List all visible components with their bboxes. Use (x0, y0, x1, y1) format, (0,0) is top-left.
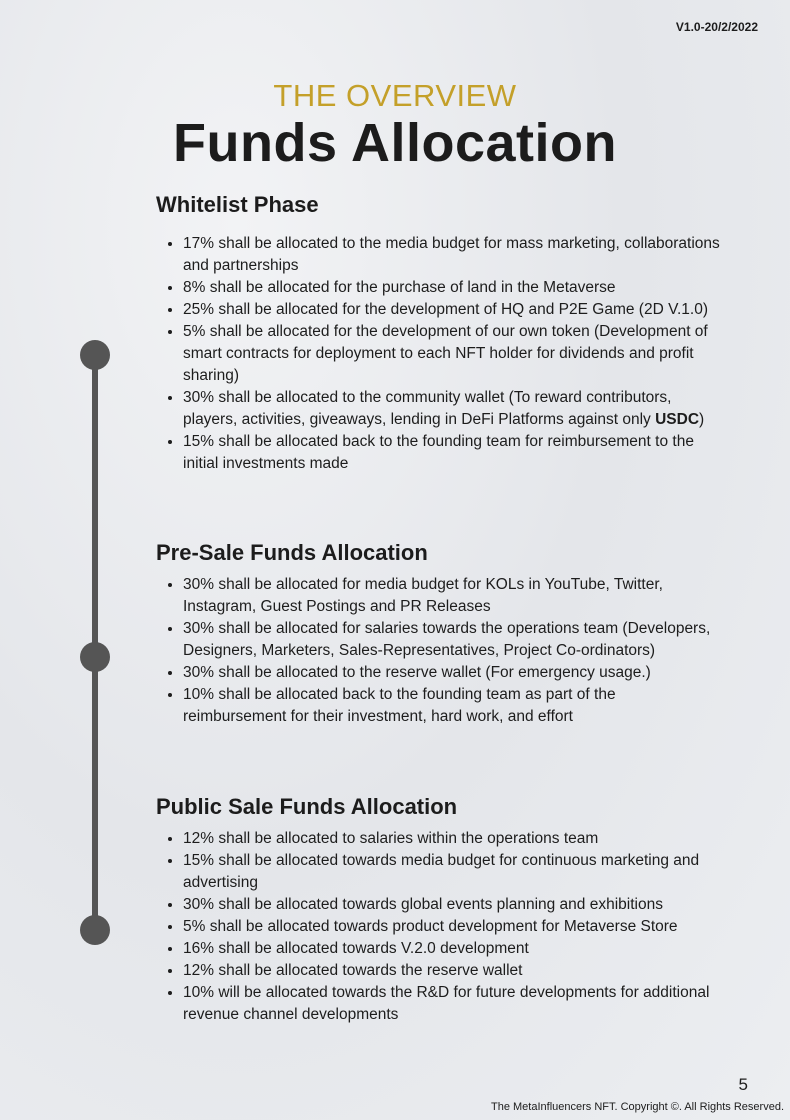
list-item: • 30% shall be allocated for media budget for KOLs in YouTube, Twitter, Instagram, Guest Postings and PR Releases (183, 574, 723, 618)
list-item: • 5% shall be allocated towards product development for Metaverse Store (183, 916, 723, 938)
section-heading-whitelist: Whitelist Phase (156, 192, 319, 217)
list-item: • 15% shall be allocated back to the founding team for reimbursement to the initial investments made (183, 431, 723, 475)
section-heading-public-sale: Public Sale Funds Allocation (156, 794, 458, 819)
timeline-node (80, 642, 110, 672)
list-item: • 25% shall be allocated for the development of HQ and P2E Game (2D V.1.0) (183, 299, 723, 321)
list-item: • 10% will be allocated towards the R&D for future developments for additional revenue channel developments (183, 982, 723, 1026)
page-number: 5 (738, 1075, 748, 1094)
whitelist-list (165, 233, 723, 475)
list-item: • 5% shall be allocated for the development of our own token (Development of smart contracts for deployment to each NFT holder for dividends and profit sharing) (183, 321, 723, 387)
overline-heading: THE OVERVIEW (273, 78, 517, 113)
list-item: • 12% shall be allocated towards the reserve wallet (183, 960, 723, 982)
copyright-footer: The MetaInfluencers NFT. Copyright ©. All Rights Reserved. (491, 1101, 784, 1113)
usdc-highlight: USDC (655, 411, 700, 428)
list-item: • 30% shall be allocated for salaries towards the operations team (Developers, Designers, Marketers, Sales-Representatives, Project Co-ordinators) (183, 618, 723, 662)
list-item: • 30% shall be allocated towards global events planning and exhibitions (183, 894, 723, 916)
timeline-node (80, 340, 110, 370)
list-item-suffix: ) (699, 411, 705, 428)
page-title: Funds Allocation (173, 113, 617, 173)
list-item: • 15% shall be allocated towards media budget for continuous marketing and advertising (183, 850, 723, 894)
presale-list (165, 574, 723, 728)
list-item: • 12% shall be allocated to salaries within the operations team (183, 828, 723, 850)
timeline-node (80, 915, 110, 945)
list-item (183, 387, 723, 431)
list-item: • 17% shall be allocated to the media budget for mass marketing, collaborations and partnerships (183, 233, 723, 277)
version-label: V1.0-20/2/2022 (675, 20, 758, 34)
list-item: • 8% shall be allocated for the purchase of land in the Metaverse (183, 277, 723, 299)
public-sale-list (165, 828, 723, 1026)
list-item-text: 30% shall be allocated to the community wallet (To reward contributors, players, activities, giveaways, lending in DeFi Platforms against only (183, 389, 672, 428)
list-item: • 10% shall be allocated back to the founding team as part of the reimbursement for their investment, hard work, and effort (183, 684, 723, 728)
section-heading-presale: Pre-Sale Funds Allocation (156, 540, 428, 565)
list-item: • 30% shall be allocated to the reserve wallet (For emergency usage.) (183, 662, 723, 684)
list-item: • 16% shall be allocated towards V.2.0 development (183, 938, 723, 960)
